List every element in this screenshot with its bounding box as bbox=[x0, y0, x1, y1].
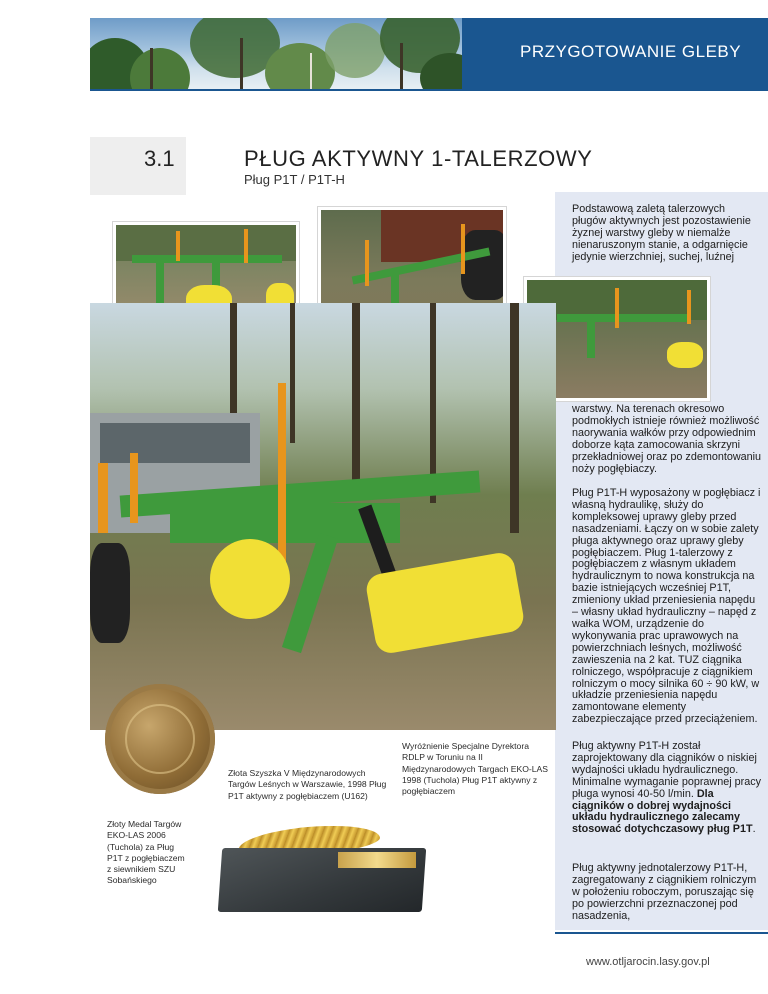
medal-ring bbox=[125, 704, 195, 774]
caption-gold-medal: Złoty Medal Targów EKO-LAS 2006 (Tuchola) za Pług P1T z pogłębiaczem z siewnikiem SZU Sobańskiego bbox=[107, 819, 185, 886]
trophy-plate bbox=[338, 852, 416, 868]
footer-divider bbox=[555, 932, 768, 934]
footer-website-link[interactable]: www.otljarocin.lasy.gov.pl bbox=[586, 956, 710, 968]
header-forest-photo bbox=[90, 18, 462, 90]
page-subtitle: Pług P1T / P1T-H bbox=[244, 172, 345, 187]
paragraph-wetlands: warstwy. Na terenach okresowo podmokłych istnieje również możliwość naorywania wałków przy odpowiednim doborze kąta zamocowania skrzyni przekładniowej oraz po zdemontowaniu noży pogłębiaczy. bbox=[572, 403, 762, 475]
gold-medal-image bbox=[105, 684, 215, 794]
photo-plough-main bbox=[90, 303, 556, 730]
hydraulics-text: Pług aktywny P1T-H został zaprojektowany dla ciągników o niskiej wydajności układu hydraulicznego. Minimalne wymaganie poprawnej pracy pługa wynosi 40-50 l/min. bbox=[572, 740, 762, 800]
hydraulics-end: . bbox=[752, 823, 756, 836]
paragraph-operation: Pług aktywny jednotalerzowy P1T-H, zagregatowany z ciągnikiem rolniczym w położeniu roboczym, poruszając się po powierzchni przeznaczonej pod nasadzenia, bbox=[572, 862, 757, 922]
paragraph-intro: Podstawową zaletą talerzowych pługów aktywnych jest pozostawienie żyznej warstwy gleby w niemalże nienaruszonym stanie, a odgarnięcie jedynie wierzchniej, suchej, luźnej bbox=[572, 203, 751, 263]
hydraulics-recommendation: Dla ciągników o dobrej wydajności układu hydraulicznego zalecamy stosować dotychczasowy pług P1T bbox=[572, 787, 753, 836]
section-category-label: PRZYGOTOWANIE GLEBY bbox=[520, 42, 742, 61]
section-number: 3.1 bbox=[144, 146, 175, 171]
caption-gold-cone: Złota Szyszka V Międzynarodowych Targów Leśnych w Warszawie, 1998 Pług P1T aktywny z pogłębiaczem (U162) bbox=[228, 768, 387, 801]
paragraph-p1t-h: Pług P1T-H wyposażony w pogłębiacz i własną hydraulikę, służy do kompleksowej uprawy gleby przed nasadzeniami. Łączy on w sobie zalety pługa aktywnego oraz uprawy gleby pogłębiaczem. Pług 1-talerzowy z pogłębiaczem z własnym układem hydraulicznym to nowa konstrukcja na bazie istniejących wcześniej P1T, zmieniony układ przeniesienia napędu – własny układ hydrauliczny – napęd z wałka WOM, urządzenie do wykonywania prac uprawowych na powierzchniach leśnych, możliwość zawieszenia na 2 kat. TUZ ciągnika rolniczego, współpracuje z ciągnikiem rolniczym o mocy silnika 60 ÷ 90 kW, w układzie przeniesienia napędu zamontowane elementy zabezpieczające przed przeciążeniem. bbox=[572, 487, 761, 726]
page-title: PŁUG AKTYWNY 1-TALERZOWY bbox=[244, 146, 593, 171]
caption-special-distinction: Wyróżnienie Specjalne Dyrektora RDLP w Toruniu na II Międzynarodowych Targach EKO-LAS 1998 (Tuchola) Pług P1T aktywny z pogłębiaczem bbox=[402, 741, 549, 797]
paragraph-hydraulics bbox=[572, 741, 762, 836]
header-band bbox=[462, 18, 768, 90]
header-divider bbox=[90, 89, 768, 91]
